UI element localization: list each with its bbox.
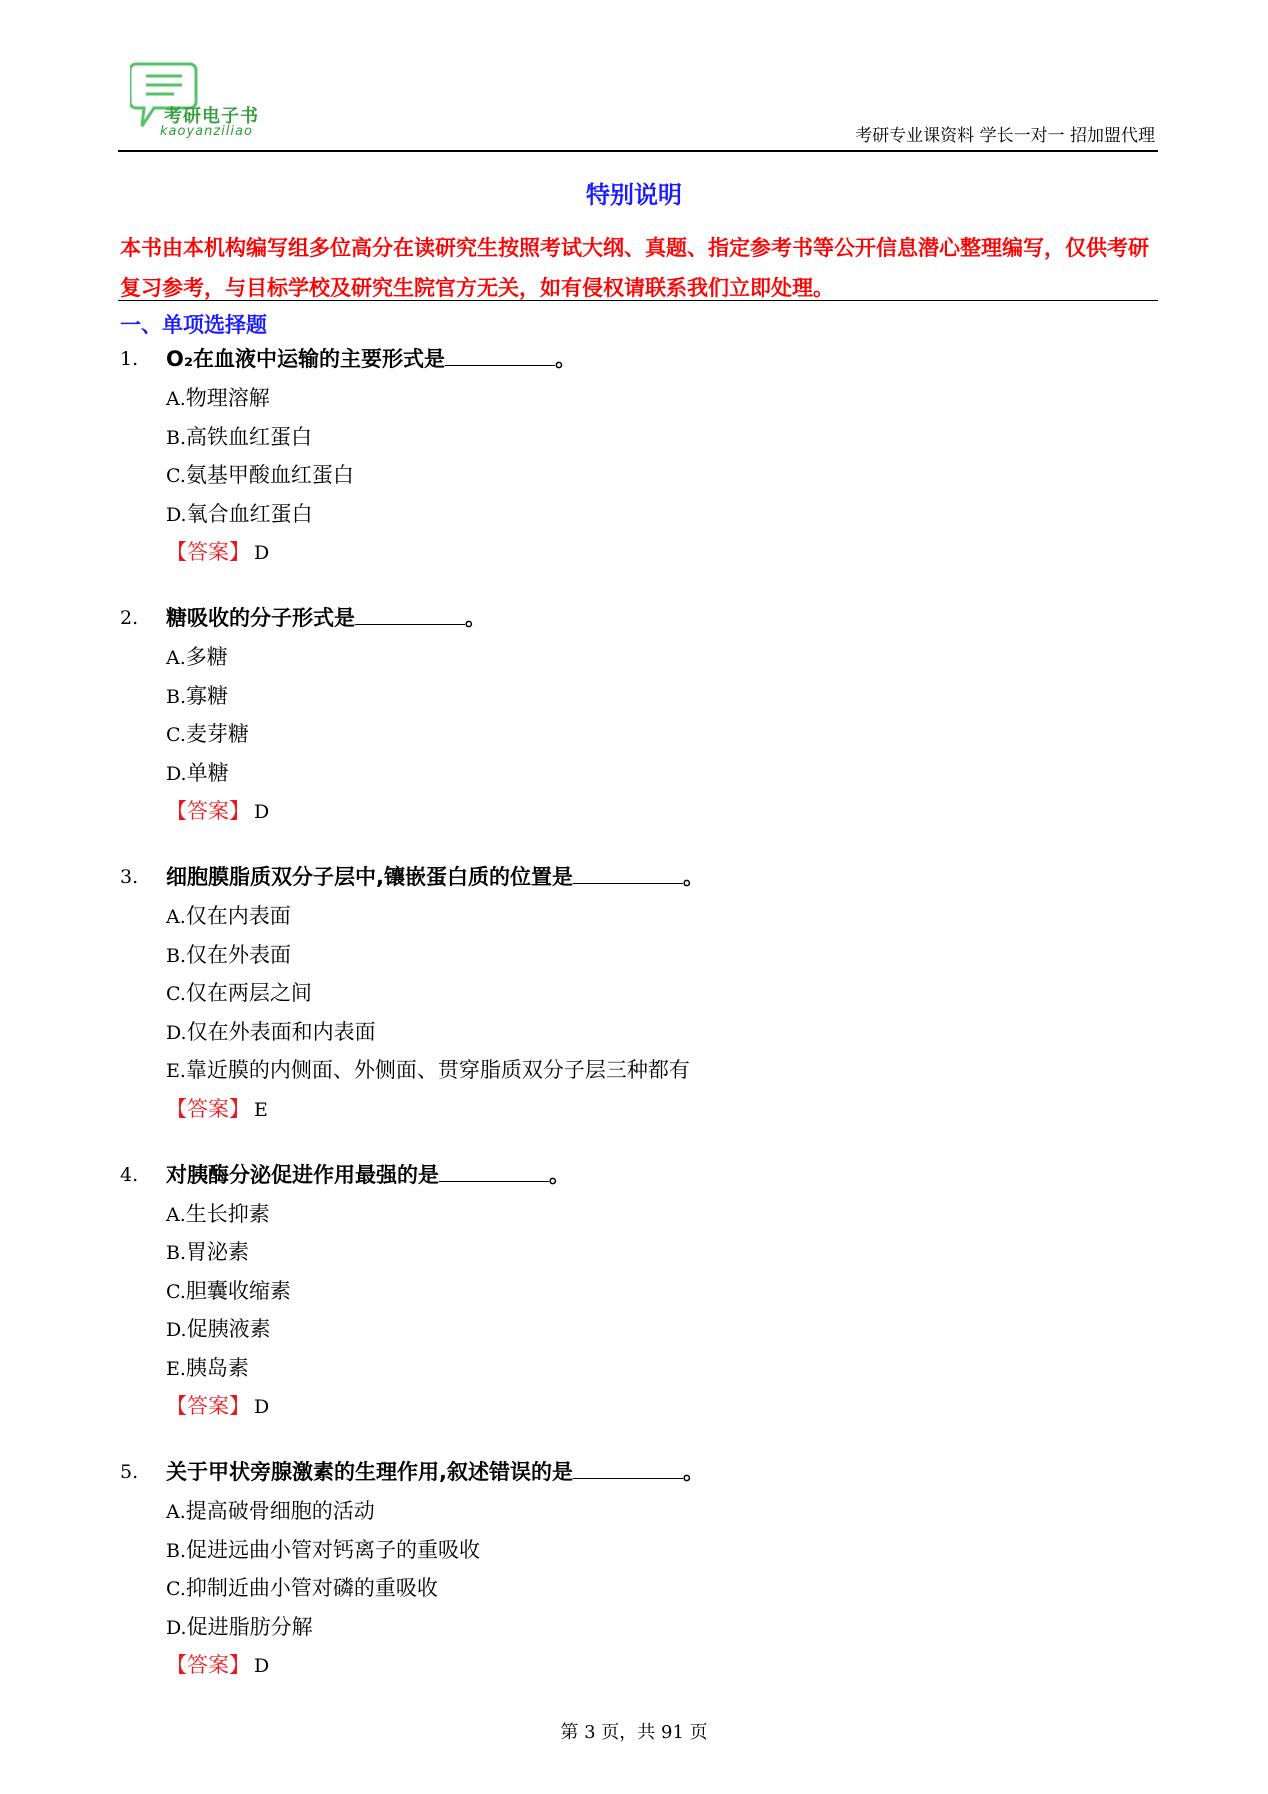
logo (130, 60, 290, 144)
option-letter: D. (166, 1319, 187, 1341)
question-item (0, 340, 1268, 571)
answer-blank (445, 341, 555, 366)
answer-label: 【答案】 (166, 1653, 250, 1677)
option-letter: B. (166, 944, 187, 967)
option-item (0, 456, 1268, 495)
answer-value: D (254, 1655, 270, 1677)
option-letter: D. (166, 503, 187, 526)
option-item (0, 1310, 1268, 1349)
option-text: 生长抑素 (185, 1201, 270, 1226)
option-text: 胆囊收缩素 (185, 1278, 291, 1303)
option-item (0, 974, 1268, 1013)
option-letter: D. (166, 762, 187, 785)
option-text: 氧合血红蛋白 (186, 501, 313, 526)
option-text: 仅在外表面和内表面 (186, 1019, 376, 1044)
question-number: 3. (120, 866, 139, 888)
option-item (0, 1608, 1268, 1647)
question-stem-text: 对胰酶分泌促进作用最强的是 (166, 1162, 439, 1187)
option-letter: A. (166, 388, 186, 410)
question-stem (166, 858, 704, 897)
answer-label: 【答案】 (166, 1394, 250, 1418)
question-item (0, 599, 1268, 830)
option-letter: E. (166, 1357, 186, 1380)
option-item (0, 495, 1268, 534)
option-text: 物理溶解 (185, 386, 270, 410)
answer-value: D (254, 542, 270, 564)
option-letter: E. (166, 1060, 186, 1082)
option-text: 氨基甲酸血红蛋白 (185, 463, 354, 487)
answer-value: D (254, 801, 270, 823)
option-item (0, 1492, 1268, 1531)
question-number: 5. (120, 1461, 139, 1483)
option-item (0, 1195, 1268, 1234)
answer-line (0, 533, 1268, 571)
question-number: 2. (120, 607, 139, 629)
answer-blank (573, 859, 683, 884)
option-text: 高铁血红蛋白 (186, 424, 313, 449)
option-item (0, 1051, 1268, 1090)
option-letter: B. (166, 1242, 187, 1264)
option-text: 促进脂肪分解 (186, 1614, 313, 1639)
option-item (0, 715, 1268, 754)
option-text: 胃泌素 (186, 1240, 250, 1264)
option-letter: D. (166, 1616, 187, 1639)
option-letter: B. (166, 426, 187, 449)
option-text: 提高破骨细胞的活动 (185, 1499, 375, 1523)
question-stem-line (0, 340, 1268, 379)
question-stem (166, 340, 576, 379)
question-stem-line (0, 1156, 1268, 1195)
option-item (0, 1013, 1268, 1052)
option-letter: B. (166, 1539, 187, 1562)
answer-line (0, 1646, 1268, 1684)
option-item (0, 1349, 1268, 1388)
option-item (0, 677, 1268, 716)
page-number: 第 3 页，共 91 页 (560, 1722, 708, 1743)
option-letter: A. (166, 647, 186, 669)
question-stem (166, 1453, 704, 1492)
question-stem-end: 。 (682, 1460, 704, 1484)
answer-line (0, 1090, 1268, 1128)
option-letter: A. (166, 906, 186, 928)
option-item (0, 1233, 1268, 1272)
question-stem-line (0, 599, 1268, 638)
question-stem-text: 细胞膜脂质双分子层中,镶嵌蛋白质的位置是 (166, 865, 573, 889)
question-item (0, 858, 1268, 1128)
option-text: 寡糖 (186, 683, 229, 708)
question-stem-end: 。 (555, 347, 577, 371)
logo-english-text: kaoyanziliao (160, 124, 253, 139)
option-letter: C. (166, 1578, 186, 1600)
notice-title: 特别说明 (586, 181, 682, 209)
option-item (0, 379, 1268, 418)
option-letter: A. (166, 1501, 186, 1523)
option-text: 促进远曲小管对钙离子的重吸收 (186, 1537, 481, 1562)
logo-chinese-text: 考研电子书 (164, 106, 259, 127)
question-stem-end: 。 (682, 865, 704, 889)
option-item (0, 1531, 1268, 1570)
question-stem-text: 糖吸收的分子形式是 (166, 606, 355, 630)
option-letter: B. (166, 685, 187, 708)
question-stem-line (0, 858, 1268, 897)
question-stem-end: 。 (549, 1162, 570, 1187)
option-letter: C. (166, 465, 186, 487)
option-text: 仅在内表面 (185, 904, 291, 928)
option-letter: A. (166, 1203, 186, 1226)
option-text: 仅在两层之间 (185, 981, 312, 1005)
answer-blank (439, 1157, 549, 1182)
question-stem (166, 599, 486, 638)
question-stem-line (0, 1453, 1268, 1492)
option-item (0, 638, 1268, 677)
question-number: 1. (120, 348, 139, 370)
question-stem (166, 1156, 570, 1195)
answer-label: 【答案】 (166, 540, 250, 564)
option-item (0, 754, 1268, 793)
question-item (0, 1156, 1268, 1426)
question-stem-text: O₂在血液中运输的主要形式是 (166, 347, 446, 371)
option-letter: C. (166, 1280, 186, 1303)
header-divider (118, 150, 1158, 152)
notice-body: 本书由本机构编写组多位高分在读研究生按照考试大纲、真题、指定参考书等公开信息潜心整理编写，仅供考研复习参考，与目标学校及研究生院官方无关，如有侵权请联系我们立即处理。 (120, 236, 1149, 300)
answer-label: 【答案】 (166, 799, 250, 823)
option-text: 麦芽糖 (185, 722, 249, 746)
answer-line (0, 792, 1268, 830)
option-item (0, 936, 1268, 975)
notice-divider (118, 300, 1158, 301)
option-text: 胰岛素 (185, 1355, 249, 1380)
section-title: 一、单项选择题 (120, 313, 267, 337)
option-item (0, 1569, 1268, 1608)
option-item (0, 897, 1268, 936)
option-text: 仅在外表面 (186, 942, 292, 967)
option-item (0, 418, 1268, 457)
answer-blank (355, 600, 465, 625)
answer-value: D (254, 1396, 270, 1418)
option-letter: C. (166, 983, 186, 1005)
option-text: 多糖 (185, 645, 228, 669)
option-text: 靠近膜的内侧面、外侧面、贯穿脂质双分子层三种都有 (185, 1058, 690, 1082)
question-list (0, 340, 1268, 1712)
question-item (0, 1453, 1268, 1684)
answer-label: 【答案】 (166, 1096, 250, 1121)
header-tagline: 考研专业课资料 学长一对一 招加盟代理 (855, 126, 1155, 146)
option-letter: C. (166, 724, 186, 746)
option-text: 促胰液素 (186, 1317, 271, 1341)
answer-line (0, 1387, 1268, 1425)
question-stem-text: 关于甲状旁腺激素的生理作用,叙述错误的是 (166, 1460, 573, 1484)
option-text: 抑制近曲小管对磷的重吸收 (185, 1576, 438, 1600)
question-number: 4. (120, 1163, 139, 1186)
answer-blank (573, 1454, 683, 1479)
option-text: 单糖 (186, 760, 229, 785)
question-stem-end: 。 (465, 606, 486, 630)
option-letter: D. (166, 1021, 187, 1044)
option-item (0, 1272, 1268, 1311)
answer-value: E (254, 1098, 268, 1121)
